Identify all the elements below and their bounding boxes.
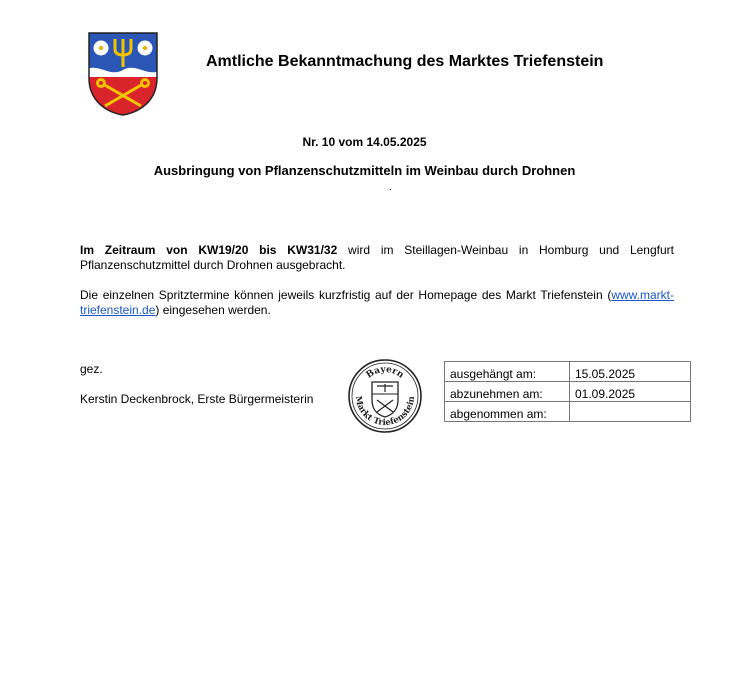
notice-number-date: Nr. 10 vom 14.05.2025 [302, 135, 427, 149]
notice-subject: Ausbringung von Pflanzenschutzmitteln im Weinbau durch Drohnen [153, 163, 576, 178]
paragraph-homepage [80, 288, 674, 318]
stray-dot: . [389, 182, 392, 193]
seal-bottom-text: Markt Triefenstein [352, 395, 418, 429]
rose-icon [138, 41, 153, 56]
paragraph-period [80, 243, 674, 273]
seal-top-text: Bayern [364, 364, 406, 381]
official-seal-stamp [347, 358, 423, 434]
table-row [445, 382, 691, 402]
table-cell-label: abgenommen am: [445, 402, 570, 422]
table-row [445, 362, 691, 382]
table-row [445, 402, 691, 422]
table-cell-value [570, 402, 691, 422]
document-title: Amtliche Bekanntmachung des Marktes Triefenstein [206, 53, 604, 70]
coat-of-arms-logo [85, 30, 161, 116]
homepage-post-text: ) eingesehen werden. [155, 303, 271, 317]
table-cell-value: 15.05.2025 [570, 362, 691, 382]
period-bold-text: Im Zeitraum von KW19/20 bis KW31/32 [80, 243, 338, 257]
table-cell-value: 01.09.2025 [570, 382, 691, 402]
signature-gez: gez. [80, 362, 103, 376]
signature-name: Kerstin Deckenbrock, Erste Bürgermeisterin [80, 392, 314, 406]
rose-icon [94, 41, 109, 56]
posting-dates-table [444, 361, 691, 422]
table-cell-label: ausgehängt am: [445, 362, 570, 382]
homepage-pre-text: Die einzelnen Spritztermine können jeweils kurzfristig auf der Homepage des Markt Triefenstein ( [80, 288, 612, 302]
table-cell-label: abzunehmen am: [445, 382, 570, 402]
homepage-link[interactable]: www.markt-triefenstein.de [80, 288, 674, 317]
period-rest-text: wird im Steillagen-Weinbau in Homburg und Lengfurt Pflanzenschutzmittel durch Drohnen ausgebracht. [80, 243, 674, 272]
